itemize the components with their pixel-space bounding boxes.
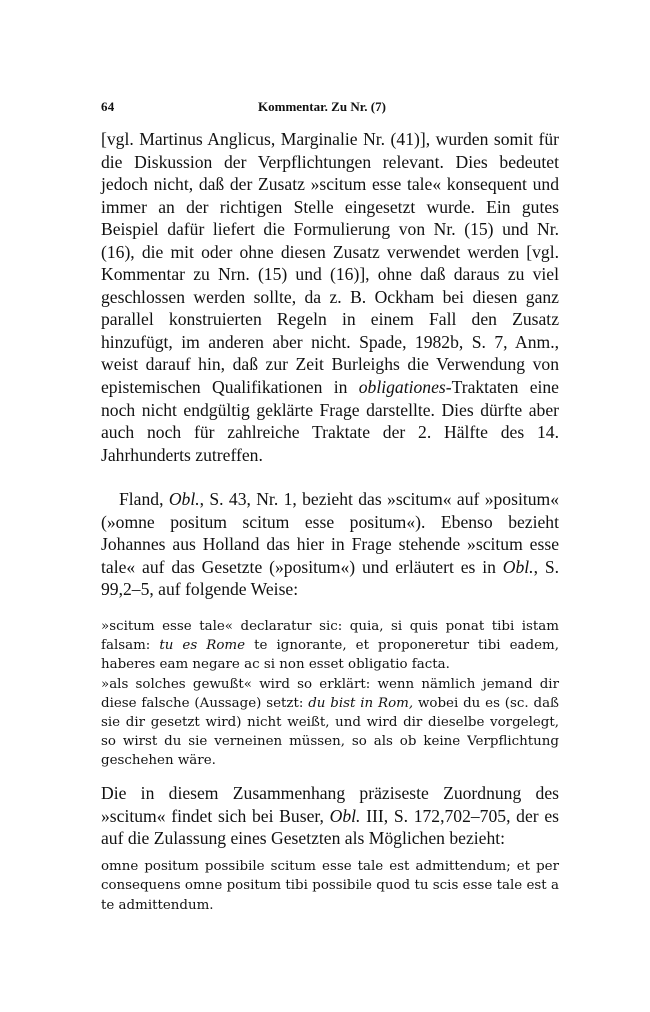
paragraph-1-italic: obligationes [358, 377, 446, 398]
german-quote-text-a: »als solches gewußt« wird so erklärt: wenn nämlich jemand dir diese falsche (Aussage) setzt: [101, 677, 559, 712]
paragraph-2-text-a: Fland, [119, 489, 169, 509]
paragraph-3-italic: Obl. [329, 805, 361, 826]
latin-quote-text-b: te ignorante, et proponeretur tibi eadem, haberes eam negare ac si non esset obligatio facta. [101, 637, 559, 672]
paragraph-2-italic-1: Obl. [168, 489, 200, 509]
paragraph-1-text-b: -Traktaten eine noch nicht endgültig geklärte Frage darstellte. Dies dürfte aber auch noch für zahlreiche Traktate der 2. Hälfte des 14. Jahrhunderts zutreffen. [101, 377, 559, 465]
latin-quote-italic: tu es Rome [159, 637, 246, 653]
paragraph-2-text-b: , S. 43, Nr. 1, bezieht das »scitum« auf »positum« (»omne positum scitum esse positum«). Ebenso bezieht Johannes aus Holland das hier in Frage stehende »scitum esse tale« auf das Gesetzte (»positum«) und erläutert es in [101, 489, 559, 577]
paragraph-2-text-c: , S. 99,2–5, auf folgende Weise: [101, 556, 560, 600]
latin-quote-text-a: »scitum esse tale« declaratur sic: quia, si quis ponat tibi istam falsam: [101, 618, 559, 653]
paragraph-3-text-b: III, S. 172,702–705, der es auf die Zulassung eines Gesetzten als Möglichen bezieht: [101, 805, 559, 849]
german-quote-text-b: wobei du es (sc. daß sie dir gesetzt wird) nicht weißt, und wird dir dieselbe vorgelegt, so wirst du sie verneinen müssen, so als ob keine Verpflichtung geschehen wäre. [101, 696, 559, 769]
paragraph-1-text-a: [vgl. Martinus Anglicus, Marginalie Nr. (41)], wurden somit für die Diskussion der Verpflichtungen relevant. Dies bedeutet jedoch nicht, daß der Zusatz »scitum esse tale« konsequent und immer an der richtigen Stelle eingesetzt wurde. Ein gutes Beispiel dafür liefert die Formulierung von Nr. (15) und Nr. (16), die mit oder ohne diesen Zusatz verwendet werden [vgl. Kommentar zu Nrn. (15) und (16)], ohne daß daraus zu viel geschlossen werden sollte, da z. B. Ockham bei diesen ganz parallel konstruierten Regeln in einem Fall den Zusatz hinzufügt, im anderen aber nicht. Spade, 1982b, S. 7, Anm., weist darauf hin, daß zur Zeit Burleighs die Verwendung von epistemischen Qualifikationen in [101, 129, 559, 398]
german-quote-italic: du bist in Rom, [308, 696, 414, 712]
german-translation-quote [101, 675, 559, 770]
paragraph-2 [101, 488, 559, 601]
running-title: Kommentar. Zu Nr. (7) [258, 99, 386, 114]
page-number: 64 [101, 99, 115, 114]
page-body [101, 128, 559, 915]
paragraph-3 [101, 782, 559, 849]
page-header [0, 99, 650, 117]
paragraph-3-text-a: Die in diesem Zusammenhang präziseste Zuordnung des »scitum« findet sich bei Buser, [101, 783, 559, 826]
latin-quote [101, 617, 559, 674]
buser-quote-text: omne positum possibile scitum esse tale est admittendum; et per consequens omne positum tibi possibile quod tu scis esse tale est a te admittendum. [101, 859, 559, 913]
paragraph-2-italic-2: Obl. [502, 556, 534, 577]
buser-quote [101, 857, 559, 914]
paragraph-1 [101, 128, 559, 488]
